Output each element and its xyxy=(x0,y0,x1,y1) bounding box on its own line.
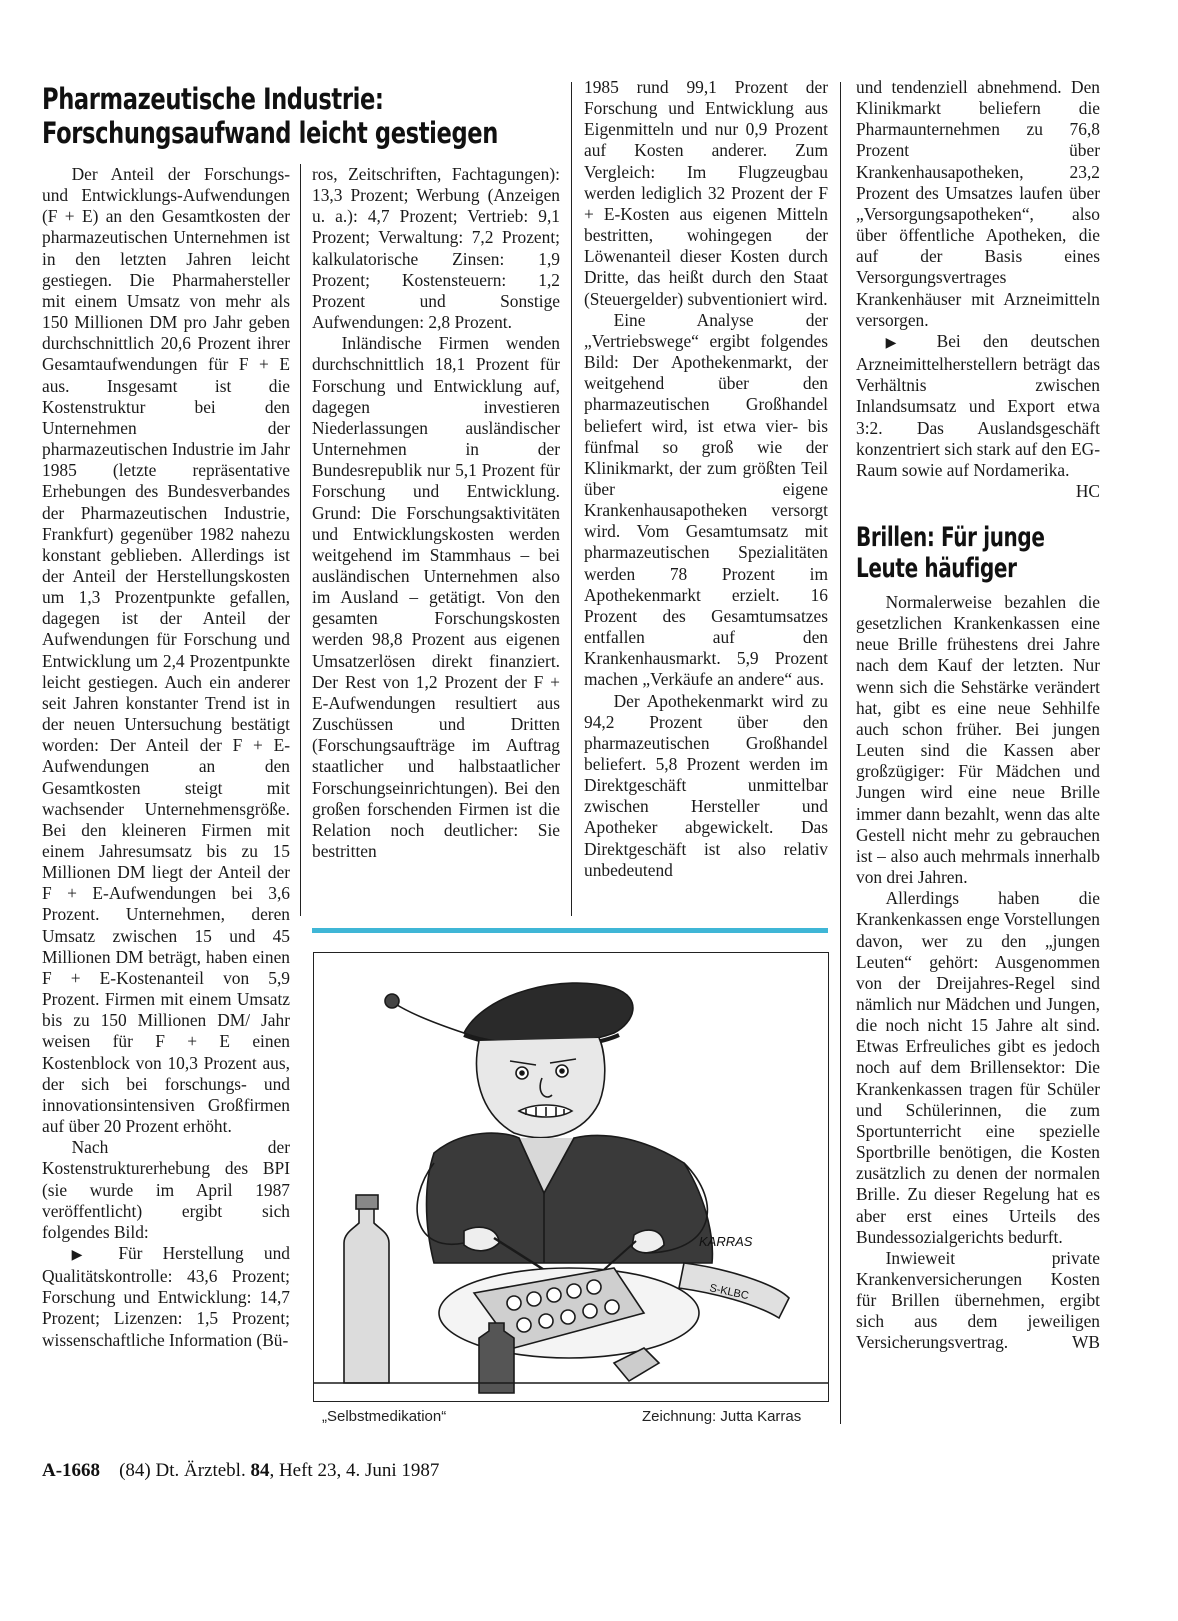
article1-column2 xyxy=(312,164,560,862)
volume: 84 xyxy=(250,1460,270,1481)
article2-column xyxy=(856,592,1100,1354)
triangle-right-icon: ▶ xyxy=(71,1247,99,1263)
figure-caption: „Selbstmedikation“ xyxy=(322,1408,447,1425)
paragraph: Eine Analyse der „Vertriebswege“ ergibt folgendes Bild: Der Apothekenmarkt, der weitgehend über den pharmazeutischen Großhandel beliefert wird, ist etwa vier- bis fünfmal so groß wie der Klinikmarkt, der zum größten Teil über eigene Krankenhausapotheken versorgt wird. Vom Gesamtumsatz mit pharmazeutischen Spezialitäten werden 78 Prozent im Apothekenmarkt erzielt. 16 Prozent des Gesamtumsatzes entfallen auf den Krankenhausmarkt. 5,9 Prozent machen „Verkäufe an andere“ aus. xyxy=(584,309,828,690)
issue-date: , Heft 23, 4. Juni 1987 xyxy=(269,1460,440,1481)
accent-rule xyxy=(312,928,828,933)
artist-signature: KARRAS xyxy=(699,1234,753,1249)
journal-ref: (84) Dt. Ärztebl. xyxy=(119,1460,246,1481)
cartoon-figure xyxy=(313,952,829,1402)
figure-credit: Zeichnung: Jutta Karras xyxy=(642,1408,802,1425)
paragraph: Nach der Kostenstrukturerhebung des BPI (sie wurde im April 1987 veröffentlicht) ergibt sich folgendes Bild: xyxy=(42,1137,290,1242)
column-divider xyxy=(840,82,841,1424)
tube-label: S-KLBC xyxy=(708,1282,750,1303)
article1-column4 xyxy=(856,77,1100,502)
triangle-right-icon: ▶ xyxy=(885,335,915,351)
headline2-line2: Leute häufiger xyxy=(856,553,1017,584)
headline-line2: Forschungsaufwand leicht gestiegen xyxy=(42,116,498,150)
page-number: A-1668 xyxy=(42,1460,101,1481)
paragraph: Der Anteil der Forschungs- und Entwicklungs-Aufwendungen (F + E) an den Gesamtkosten der pharmazeutischen Unternehmen ist in den letzten Jahren leicht gestiegen. Die Pharmahersteller mit einem Umsatz von mehr als 150 Millionen DM pro Jahr geben durchschnittlich 20,6 Prozent ihrer Gesamtaufwendungen für F + E aus. Insgesamt ist die Kostenstruktur bei den Unternehmen der pharmazeutischen Industrie im Jahr 1985 (letzte repräsentative Erhebungen des Bundesverbandes der Pharmazeutischen Industrie, Frankfurt) gegenüber 1982 nahezu konstant geblieben. Allerdings ist der Anteil der Herstellungskosten um 1,3 Prozentpunkte gefallen, dagegen ist der Anteil der Aufwendungen für Forschung und Entwicklung um 2,4 Prozentpunkte leicht gestiegen. Auch ein anderer seit Jahren konstanter Trend ist in der neuen Untersuchung bestätigt worden: Der Anteil der F + E-Aufwendungen an den Gesamtkosten steigt mit wachsender Unternehmensgröße. Bei den kleineren Firmen mit einem Jahresumsatz bis zu 15 Millionen DM liegt der Anteil der F + E-Aufwendungen bei 3,6 Prozent. Unternehmen, deren Umsatz zwischen 15 und 45 Millionen DM beträgt, haben einen F + E-Kostenanteil von 5,9 Prozent. Firmen mit einem Umsatz bis zu 150 Millionen DM/ Jahr weisen für F + E einen Kostenblock von 10,3 Prozent aus, der sich bei forschungs- und innovationsintensiven Großfirmen auf über 20 Prozent erhöht. xyxy=(42,164,290,1137)
paragraph: Inwieweit private Krankenversicherungen Kosten für Brillen übernehmen, ergibt sich aus dem jeweiligen Versicherungsvertrag. WB xyxy=(856,1247,1100,1353)
article1-column1 xyxy=(42,164,290,1351)
paragraph: Inländische Firmen wenden durchschnittlich 18,1 Prozent für Forschung und Entwicklung auf, dagegen investieren Niederlassungen ausländischer Unternehmen in der Bundesrepublik nur 5,1 Prozent für Forschung und Entwicklung. Grund: Die Forschungsaktivitäten und Entwicklungskosten werden weitgehend im Stammhaus – bei ausländischen Unternehmen also im Ausland – getätigt. Von den gesamten Forschungskosten werden 98,8 Prozent aus eigenen Umsatzerlösen direkt finanziert. Der Rest von 1,2 Prozent der F + E-Aufwendungen resultiert aus Zuschüssen und Dritten (Forschungsaufträge im Auftrag staatlicher und halbstaatlicher Forschungseinrichtungen). Bei den großen forschenden Firmen ist die Relation noch deutlicher: Sie bestritten xyxy=(312,333,560,861)
signature: WB xyxy=(1071,1332,1100,1353)
signature: HC xyxy=(1075,480,1100,501)
article1-column3 xyxy=(584,77,828,881)
column-divider xyxy=(300,164,301,916)
column-divider xyxy=(571,82,572,916)
page-footer xyxy=(42,1460,439,1482)
bullet-paragraph: ▶ Für Herstellung und Qualitätskontrolle: 43,6 Prozent; Forschung und Entwicklung: 14,7 Prozent; Lizenzen: 1,5 Prozent; wissenschaftliche Information (Bü- xyxy=(42,1242,290,1350)
paragraph: Allerdings haben die Krankenkassen enge Vorstellungen davon, wer zu den „jungen Leuten“ gehört: Ausgenommen von der Dreijahres-Regel sind nämlich nur Mädchen und Jungen, die noch nicht 15 Jahre alt sind. Etwas Erfreuliches gibt es jedoch noch auf dem Brillensektor: Die Krankenkassen tragen für Schüler und Schülerinnen, die zum Sportunterricht eine spezielle Sportbrille benötigen, die Kosten zusätzlich zu denen der normalen Brille. Zu dieser Regelung hat es aber erst eines Urteils des Bundessozialgerichts bedurft. xyxy=(856,888,1100,1247)
paragraph: und tendenziell abnehmend. Den Klinikmarkt beliefern die Pharmaunternehmen zu 76,8 Prozent über Krankenhausapotheken, 23,2 Prozent des Umsatzes laufen über „Versorgungsapotheken“, also über öffentliche Apotheken, die auf der Basis eines Versorgungsvertrages Krankenhäuser mit Arzneimitteln versorgen. xyxy=(856,77,1100,330)
headline2-line1: Brillen: Für junge xyxy=(856,522,1045,553)
cartoon-illustration xyxy=(314,953,828,1401)
bullet-paragraph: ▶ Bei den deutschen Arzneimittelherstellern beträgt das Verhältnis zwischen Inlandsumsatz und Export etwa 3:2. Das Auslandsgeschäft konzentriert sich stark auf den EG-Raum sowie auf Nordamerika. HC xyxy=(856,330,1100,501)
paragraph: 1985 rund 99,1 Prozent der Forschung und Entwicklung aus Eigenmitteln und nur 0,9 Prozent auf Kosten anderer. Zum Vergleich: Im Flugzeugbau werden lediglich 32 Prozent der F + E-Kosten aus eigenen Mitteln bestritten, wohingegen der Löwenanteil dieser Kosten durch Dritte, das heißt durch den Staat (Steuergelder) subventioniert wird. xyxy=(584,77,828,309)
paragraph: ros, Zeitschriften, Fachtagungen): 13,3 Prozent; Werbung (Anzeigen u. a.): 4,7 Prozent; Vertrieb: 9,1 Prozent; Verwaltung: 7,2 Prozent; kalkulatorische Zinsen: 1,9 Prozent; Kostensteuern: 1,2 Prozent und Sonstige Aufwendungen: 2,8 Prozent. xyxy=(312,164,560,333)
paragraph: Der Apothekenmarkt wird zu 94,2 Prozent über den pharmazeutischen Großhandel beliefert. 5,8 Prozent werden im Direktgeschäft unmittelbar zwischen Hersteller und Apotheker abgewickelt. Das Direktgeschäft ist also relativ unbedeutend xyxy=(584,690,828,880)
paragraph: Normalerweise bezahlen die gesetzlichen Krankenkassen eine neue Brille frühestens drei Jahre nach dem Kauf der letzten. Nur wenn sich die Sehstärke verändert hat, gibt es eine neue Sehhilfe auch schon früher. Bei jungen Leuten sind die Kassen aber großzügiger: Für Mädchen und Jungen wird eine neue Brille immer dann bezahlt, wenn das alte Gestell nicht mehr zu gebrauchen ist – also auch mehrmals innerhalb von drei Jahren. xyxy=(856,592,1100,888)
headline-line1: Pharmazeutische Industrie: xyxy=(42,82,384,116)
